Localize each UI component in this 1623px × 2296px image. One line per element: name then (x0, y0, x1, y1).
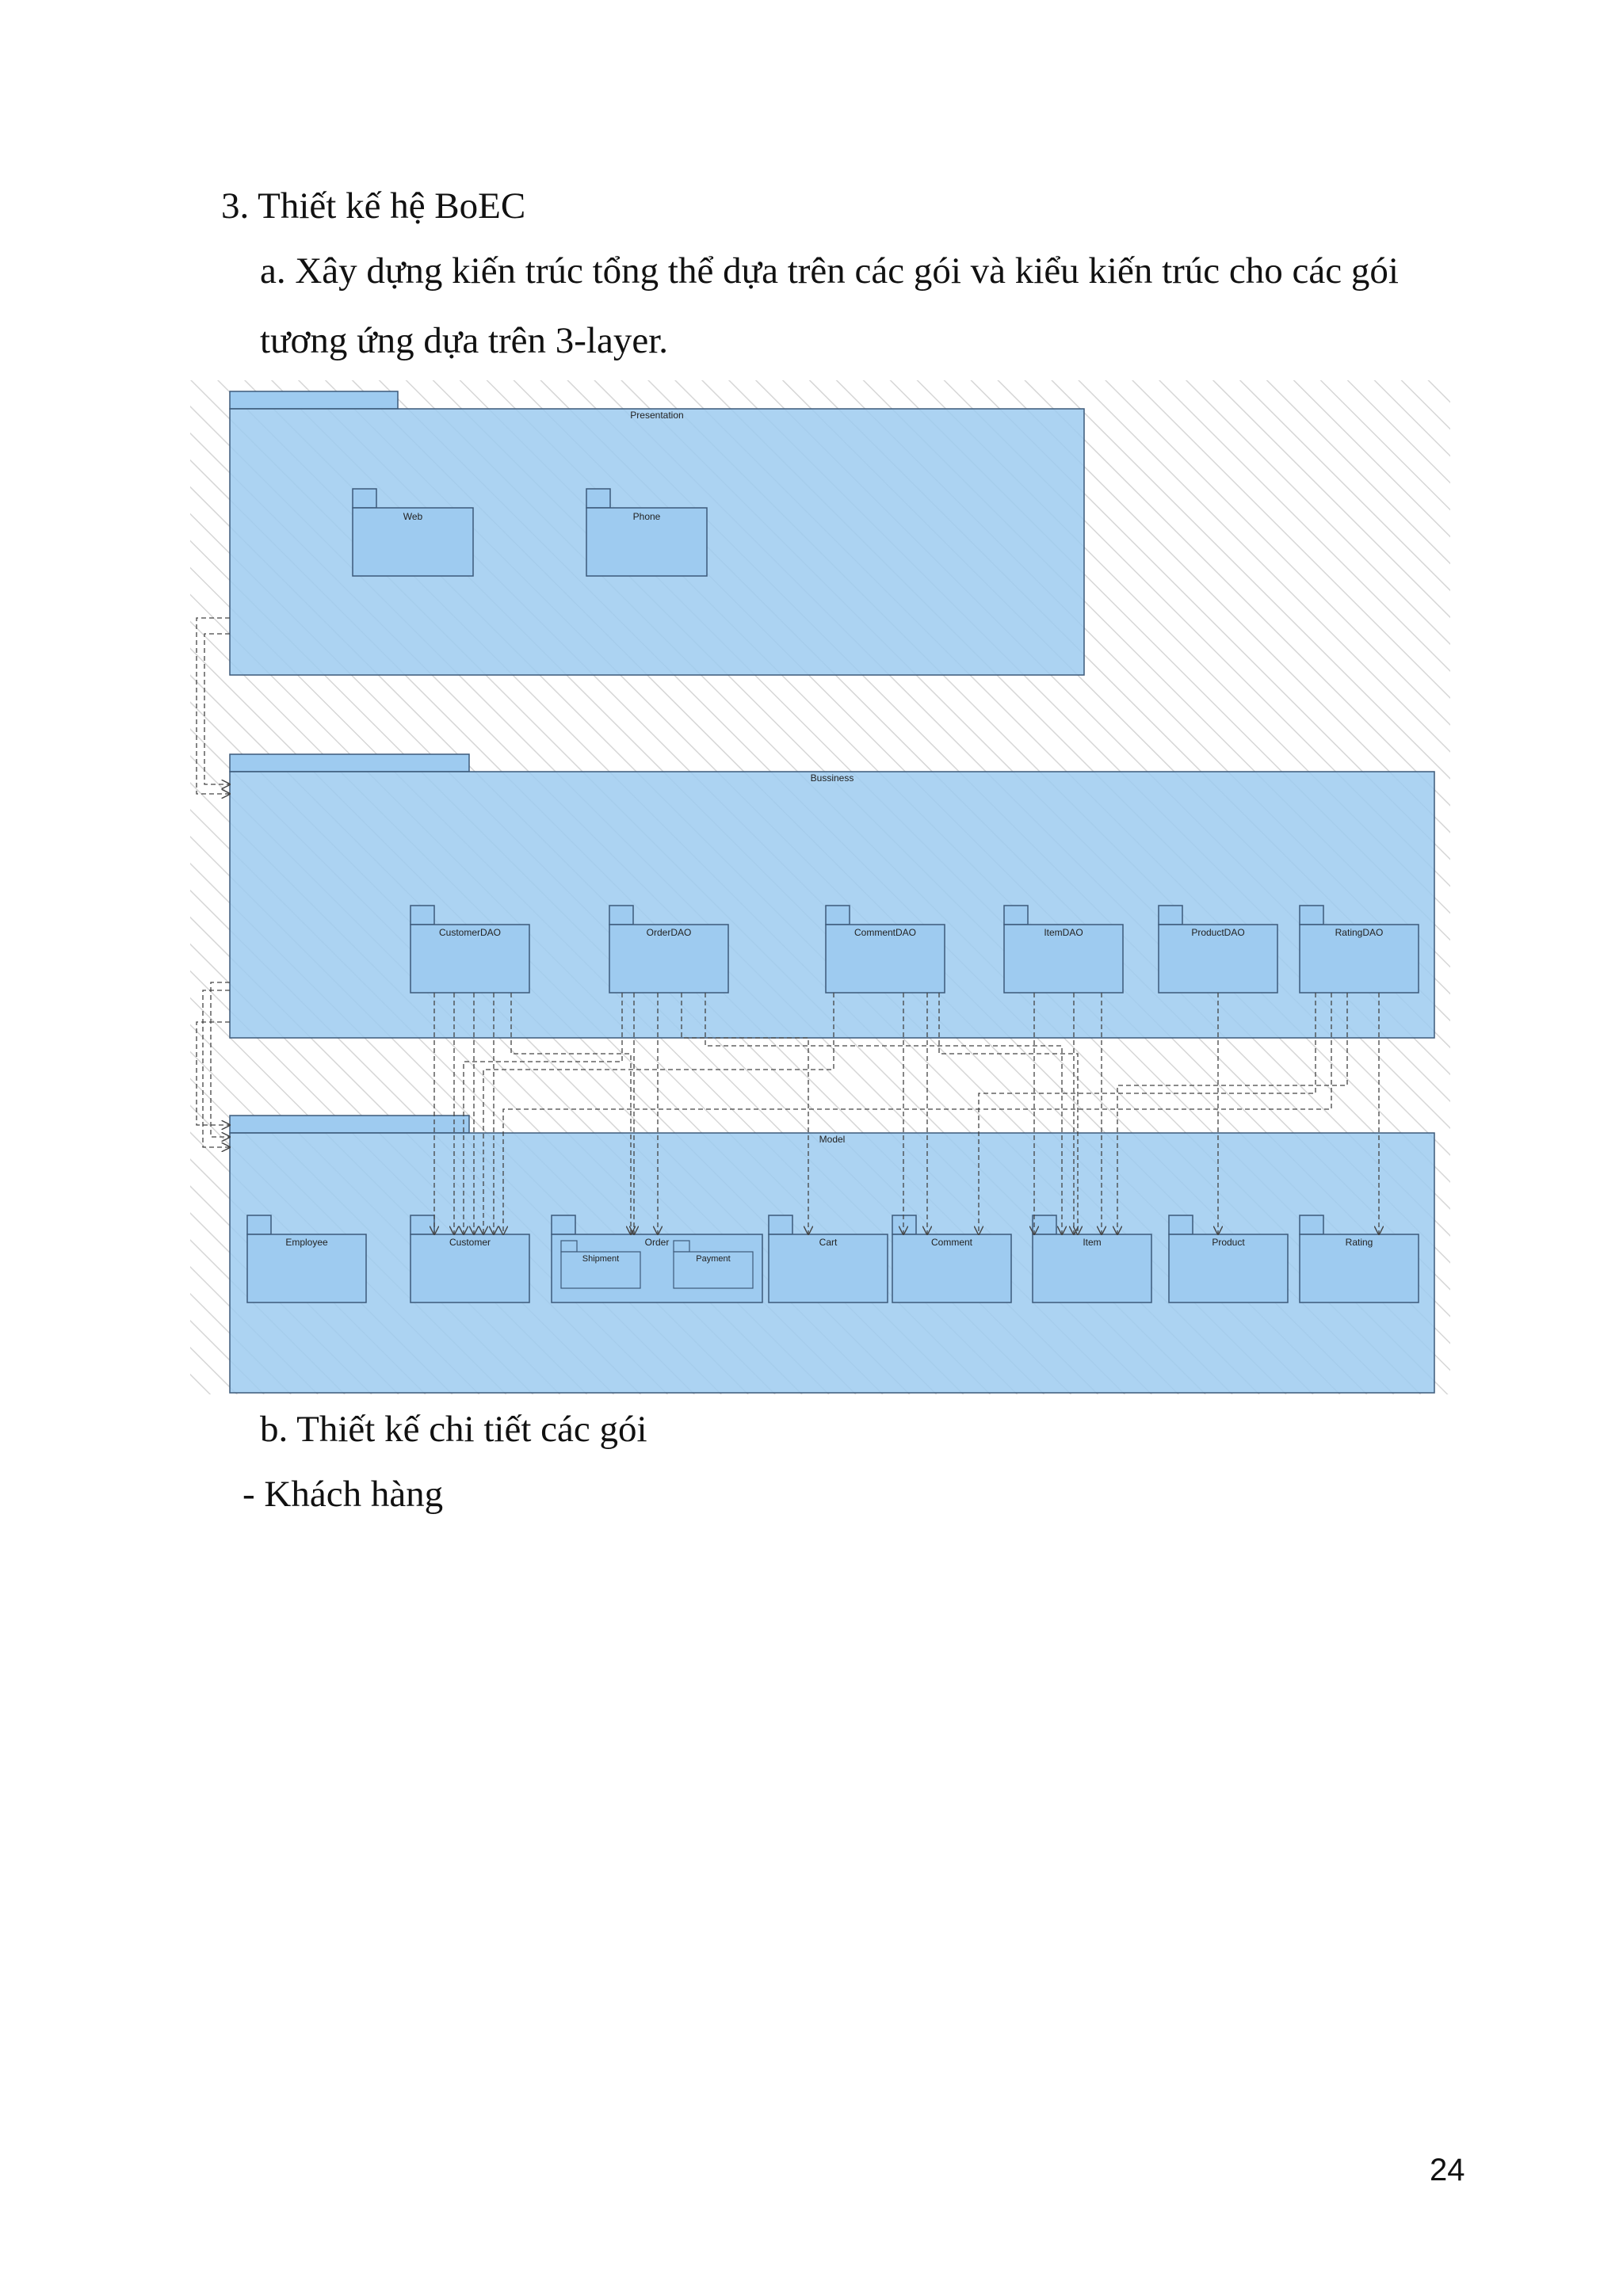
comment-package-label: Comment (930, 1237, 973, 1248)
itemdao-package-tab (1004, 906, 1028, 925)
orderdao-package-tab (609, 906, 633, 925)
section-heading: 3. Thiết kế hệ BoEC (221, 185, 526, 227)
phone-package-label: Phone (632, 511, 661, 522)
productdao-package-label: ProductDAO (1191, 927, 1245, 938)
rating-package-label: Rating (1345, 1237, 1373, 1248)
layer-presentation (230, 391, 1084, 675)
model-label: Model (819, 1134, 846, 1145)
presentation-tab (230, 391, 398, 409)
web-package-tab (353, 489, 376, 508)
payment-package-label: Payment (696, 1254, 731, 1264)
business-body (230, 772, 1434, 1038)
business-tab (230, 754, 469, 772)
product-package-label: Product (1212, 1237, 1245, 1248)
order-package-label: Order (644, 1237, 670, 1248)
commentdao-package-label: CommentDAO (854, 927, 917, 938)
cart-package-label: Cart (819, 1237, 838, 1248)
shipment-package-label: Shipment (582, 1254, 620, 1264)
orderdao-package-label: OrderDAO (646, 927, 692, 938)
rating-package-tab (1300, 1215, 1323, 1234)
layer-model (230, 1116, 1434, 1393)
customer-package-label: Customer (449, 1237, 491, 1248)
bullet-khach-hang: - Khách hàng (242, 1474, 444, 1515)
package-diagram (190, 380, 1450, 1394)
paragraph-a-line-2: tương ứng dựa trên 3-layer. (260, 320, 669, 361)
customerdao-package-tab (411, 906, 434, 925)
item-package-label: Item (1083, 1237, 1102, 1248)
order-package-tab (552, 1215, 575, 1234)
presentation-label: Presentation (630, 410, 684, 421)
productdao-package-tab (1159, 906, 1182, 925)
item-package-tab (1033, 1215, 1056, 1234)
ratingdao-package-tab (1300, 906, 1323, 925)
employee-package-tab (247, 1215, 271, 1234)
layer-business (230, 754, 1434, 1038)
page-number: 24 (1430, 2153, 1465, 2187)
paragraph-a-line-1: a. Xây dựng kiến trúc tổng thể dựa trên các gói và kiểu kiến trúc cho các gói (260, 250, 1399, 292)
customerdao-package-label: CustomerDAO (438, 927, 502, 938)
shipment-package-tab (561, 1241, 577, 1252)
model-tab (230, 1116, 469, 1133)
commentdao-package-tab (826, 906, 850, 925)
business-label: Bussiness (810, 772, 854, 784)
payment-package-tab (674, 1241, 689, 1252)
web-package-label: Web (403, 511, 423, 522)
employee-package-label: Employee (285, 1237, 328, 1248)
itemdao-package-label: ItemDAO (1044, 927, 1083, 938)
customer-package-tab (411, 1215, 434, 1234)
ratingdao-package-label: RatingDAO (1335, 927, 1384, 938)
cart-package-tab (769, 1215, 792, 1234)
comment-package-tab (892, 1215, 916, 1234)
phone-package-tab (586, 489, 610, 508)
paragraph-b: b. Thiết kế chi tiết các gói (260, 1409, 647, 1450)
product-package-tab (1169, 1215, 1193, 1234)
